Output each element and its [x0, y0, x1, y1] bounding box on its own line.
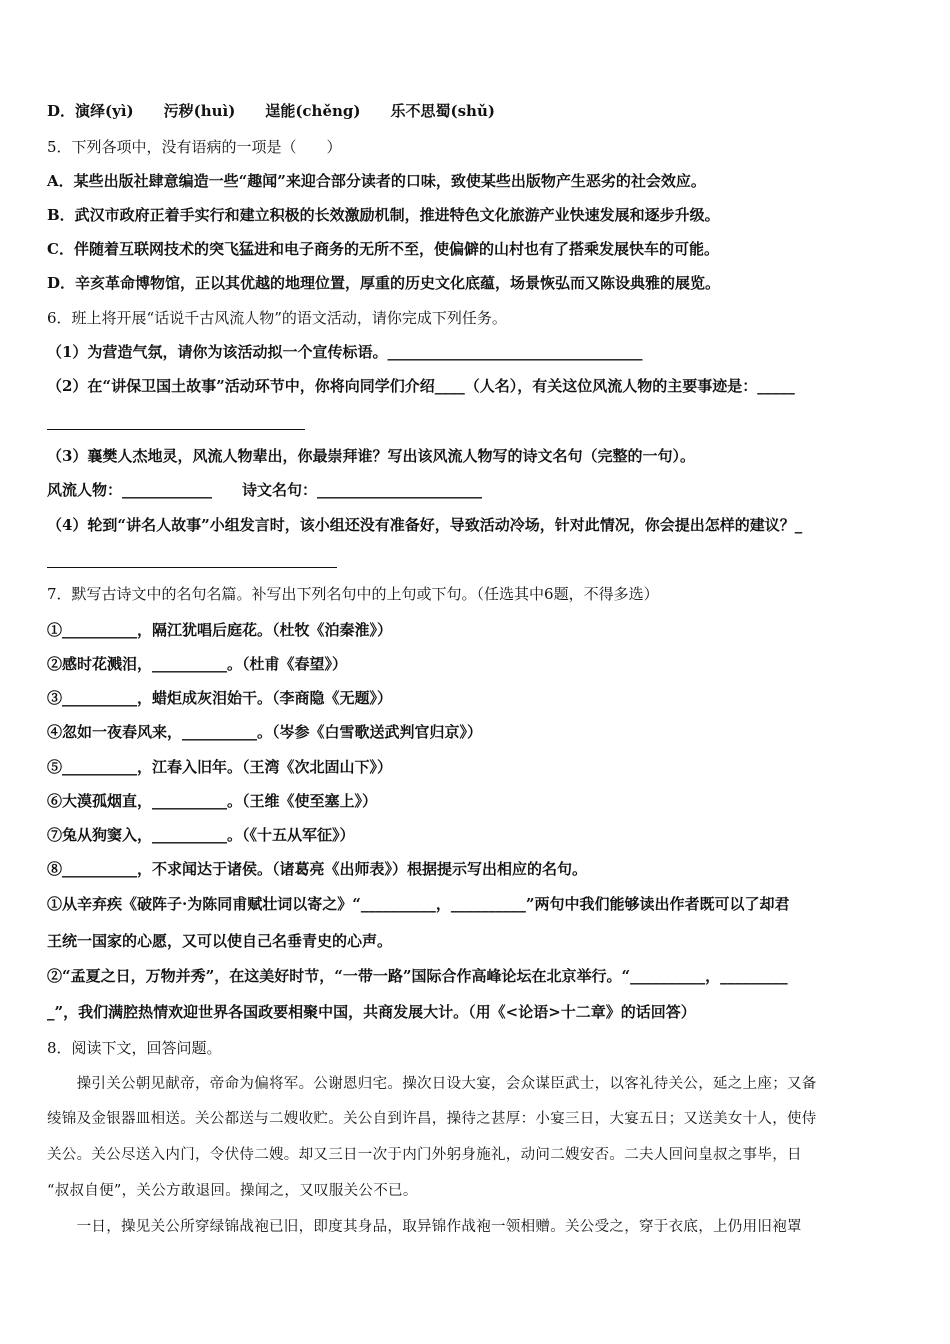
q6-task2: （2）在“讲保卫国土故事”活动环节中，你将向同学们介绍____（人名），有关这位风流人物的主要事迹是：_____ [47, 377, 795, 395]
q6-task4-answer-blank[interactable] [47, 567, 337, 568]
q7-item-4: ④忽如一夜春风来，__________。（岑参《白雪歌送武判官归京》） [47, 723, 483, 741]
q7-item-7: ⑦兔从狗窦入，__________。（《十五从军征》） [47, 826, 355, 844]
q7-stem: 7．默写古诗文中的名句名篇。补写出下列名句中的上句或下句。（任选其中6题，不得多选） [47, 585, 659, 603]
q5-option-a: A．某些出版社肆意编造一些“趣闻”来迎合部分读者的口味，致使某些出版物产生恶劣的社会效应。 [47, 172, 706, 190]
q7-sub1-line1: ①从辛弃疾《破阵子·为陈同甫赋壮词以寄之》“__________，__________”两句中我们能够读出作者既可以了却君 [47, 895, 790, 913]
q5-option-d: D．辛亥革命博物馆，正以其优越的地理位置，厚重的历史文化底蕴，场景恢弘而又陈设典雅的展览。 [47, 274, 721, 292]
q7-item-8: ⑧__________，不求闻达于诸侯。（诸葛亮《出师表》）根据提示写出相应的名句。 [47, 860, 588, 878]
q4-option-d: D．演绎(yì) 污秽(huì) 逞能(chěng) 乐不思蜀(shǔ) [47, 102, 495, 120]
q8-passage-line-1: 操引关公朝见献帝，帝命为偏将军。公谢恩归宅。操次日设大宴，会众谋臣武士，以客礼待关公，延之上座；又备 [47, 1076, 817, 1092]
q8-passage-line-4: “叔叔自便”，关公方敢退回。操闻之，又叹服关公不已。 [47, 1183, 418, 1199]
q7-item-2: ②感时花溅泪，__________。（杜甫《春望》） [47, 655, 348, 673]
q6-task1: （1）为营造气氛，请你为该活动拟一个宣传标语。__________________________________ [47, 343, 643, 361]
q7-sub1-line2: 王统一国家的心愿，又可以使自己名垂青史的心声。 [47, 932, 393, 950]
q7-item-6: ⑥大漠孤烟直，__________。（王维《使至塞上》） [47, 792, 378, 810]
q8-passage-line-2: 绫锦及金银器皿相送。关公都送与二嫂收贮。关公自到许昌，操待之甚厚：小宴三日，大宴五日；又送美女十人，使侍 [47, 1111, 817, 1127]
q8-passage-line-3: 关公。关公尽送入内门，令伏侍二嫂。却又三日一次于内门外躬身施礼，动问二嫂安否。二夫人回问皇叔之事毕，日 [47, 1147, 802, 1163]
q6-task3: （3）襄樊人杰地灵，风流人物辈出，你最崇拜谁？写出该风流人物写的诗文名句（完整的一句）。 [47, 447, 695, 465]
q5-option-c: C．伴随着互联网技术的突飞猛进和电子商务的无所不至，使偏僻的山村也有了搭乘发展快车的可能。 [47, 240, 719, 258]
q8-passage-line-5: 一日，操见关公所穿绿锦战袍已旧，即度其身品，取异锦作战袍一领相赠。关公受之，穿于衣底，上仍用旧袍罩 [47, 1219, 802, 1235]
q6-task3-fill: 风流人物：____________ 诗文名句：______________________ [47, 481, 483, 499]
q7-item-1: ①__________，隔江犹唱后庭花。（杜牧《泊秦淮》） [47, 621, 393, 639]
q5-option-b: B．武汉市政府正着手实行和建立积极的长效激励机制，推进特色文化旅游产业快速发展和逐步升级。 [47, 206, 720, 224]
q8-stem: 8．阅读下文，回答问题。 [47, 1039, 222, 1057]
q6-stem: 6．班上将开展“话说千古风流人物”的语文活动，请你完成下列任务。 [47, 309, 507, 327]
q6-task4: （4）轮到“讲名人故事”小组发言时，该小组还没有准备好，导致活动冷场，针对此情况，你会提出怎样的建议？_ [47, 516, 803, 534]
q7-item-3: ③__________，蜡炬成灰泪始干。（李商隐《无题》） [47, 689, 393, 707]
q7-sub2-line2: _”，我们满腔热情欢迎世界各国政要相聚中国，共商发展大计。（用《<论语>十二章》的话回答） [47, 1003, 696, 1021]
q7-item-5: ⑤__________，江春入旧年。（王湾《次北固山下》） [47, 758, 393, 776]
q7-sub2-line1: ②“孟夏之日，万物并秀”，在这美好时节，“一带一路”国际合作高峰论坛在北京举行。“__________，_________ [47, 967, 788, 985]
q6-task2-answer-blank[interactable] [47, 429, 305, 430]
q5-stem: 5．下列各项中，没有语病的一项是（ ） [47, 138, 342, 156]
